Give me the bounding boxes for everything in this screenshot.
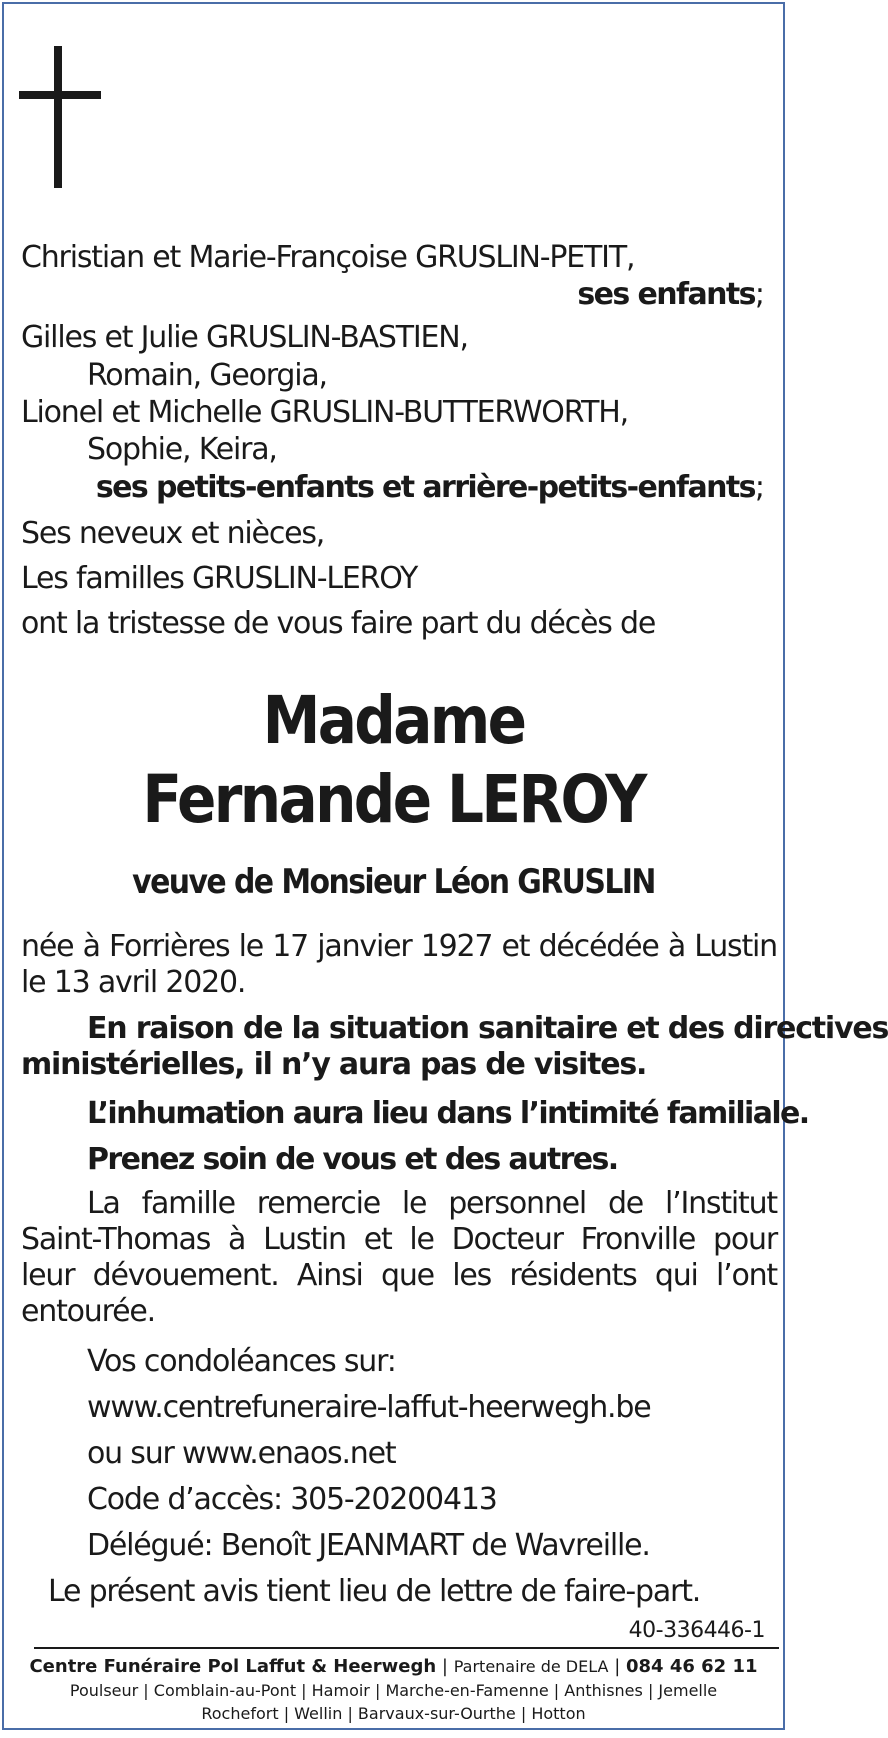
sanitary-line-2: ministérielles, il n’y aura pas de visites. <box>21 1047 647 1082</box>
notice-line: Le présent avis tient lieu de lettre de faire-part. <box>48 1574 701 1609</box>
footer-locations-1: Poulseur | Comblain-au-Pont | Hamoir | Marche-en-Famenne | Anthisnes | Jemelle <box>69 1681 718 1700</box>
access-code: Code d’accès: 305-20200413 <box>87 1482 497 1517</box>
thanks-line-3: leur dévouement. Ainsi que les résidents qui l’ont <box>21 1258 777 1293</box>
birth-line-1: née à Forrières le 17 janvier 1927 et décédée à Lustin <box>21 929 777 964</box>
website-link-2[interactable]: ou sur www.enaos.net <box>87 1436 396 1471</box>
reference-number: 40-336446-1 <box>628 1618 765 1643</box>
family-line-3: Gilles et Julie GRUSLIN-BASTIEN, <box>21 320 468 355</box>
family-line-1: Christian et Marie-Françoise GRUSLIN-PETIT, <box>21 240 635 275</box>
condolences-line: Vos condoléances sur: <box>87 1344 396 1379</box>
family-line-5: Lionel et Michelle GRUSLIN-BUTTERWORTH, <box>21 395 629 430</box>
children-label-line <box>577 277 765 312</box>
thanks-line-4: entourée. <box>21 1294 155 1329</box>
burial-line: L’inhumation aura lieu dans l’intimité familiale. <box>87 1096 809 1131</box>
birth-paragraph <box>21 929 777 1001</box>
delegate-line: Délégué: Benoît JEANMART de Wavreille. <box>87 1528 650 1563</box>
footer-locations-2: Rochefort | Wellin | Barvaux-sur-Ourthe | Hotton <box>201 1704 586 1723</box>
family-line-9: Les familles GRUSLIN-LEROY <box>21 561 418 596</box>
deceased-title: Madame <box>262 682 525 759</box>
deceased-name: Fernande LEROY <box>142 761 645 838</box>
partner: Partenaire de DELA <box>453 1657 609 1676</box>
widow-of: veuve de Monsieur Léon GRUSLIN <box>132 862 655 902</box>
birth-line-2: le 13 avril 2020. <box>21 965 246 1000</box>
family-line-8: Ses neveux et nièces, <box>21 516 325 551</box>
company-name: Centre Funéraire Pol Laffut & Heerwegh <box>29 1656 437 1677</box>
website-link-1[interactable]: www.centrefuneraire-laffut-heerwegh.be <box>87 1390 651 1425</box>
obituary-notice <box>2 2 888 1730</box>
grandchildren-label-line <box>96 470 765 505</box>
phone-number: 084 46 62 11 <box>626 1656 758 1677</box>
thanks-line-2: Saint-Thomas à Lustin et le Docteur Fronville pour <box>21 1222 777 1257</box>
semicolon: ; <box>754 277 765 312</box>
separator: | <box>614 1656 621 1677</box>
sanitary-paragraph <box>21 1011 888 1083</box>
grandchildren-label: ses petits-enfants et arrière-petits-enfants <box>95 470 755 505</box>
semicolon: ; <box>754 470 765 505</box>
children-label: ses enfants <box>577 277 755 312</box>
footer-company-line <box>4 1656 783 1677</box>
latin-cross-icon <box>19 46 101 188</box>
thanks-line-1: La famille remercie le personnel de l’Institut <box>87 1186 777 1221</box>
family-line-4: Romain, Georgia, <box>87 358 327 393</box>
footer-divider <box>34 1647 779 1649</box>
family-line-6: Sophie, Keira, <box>87 432 277 467</box>
thanks-paragraph <box>21 1186 777 1330</box>
separator: | <box>441 1656 448 1677</box>
family-line-10: ont la tristesse de vous faire part du décès de <box>21 606 656 641</box>
care-line: Prenez soin de vous et des autres. <box>87 1142 618 1177</box>
sanitary-line-1: En raison de la situation sanitaire et des directives <box>87 1011 888 1046</box>
